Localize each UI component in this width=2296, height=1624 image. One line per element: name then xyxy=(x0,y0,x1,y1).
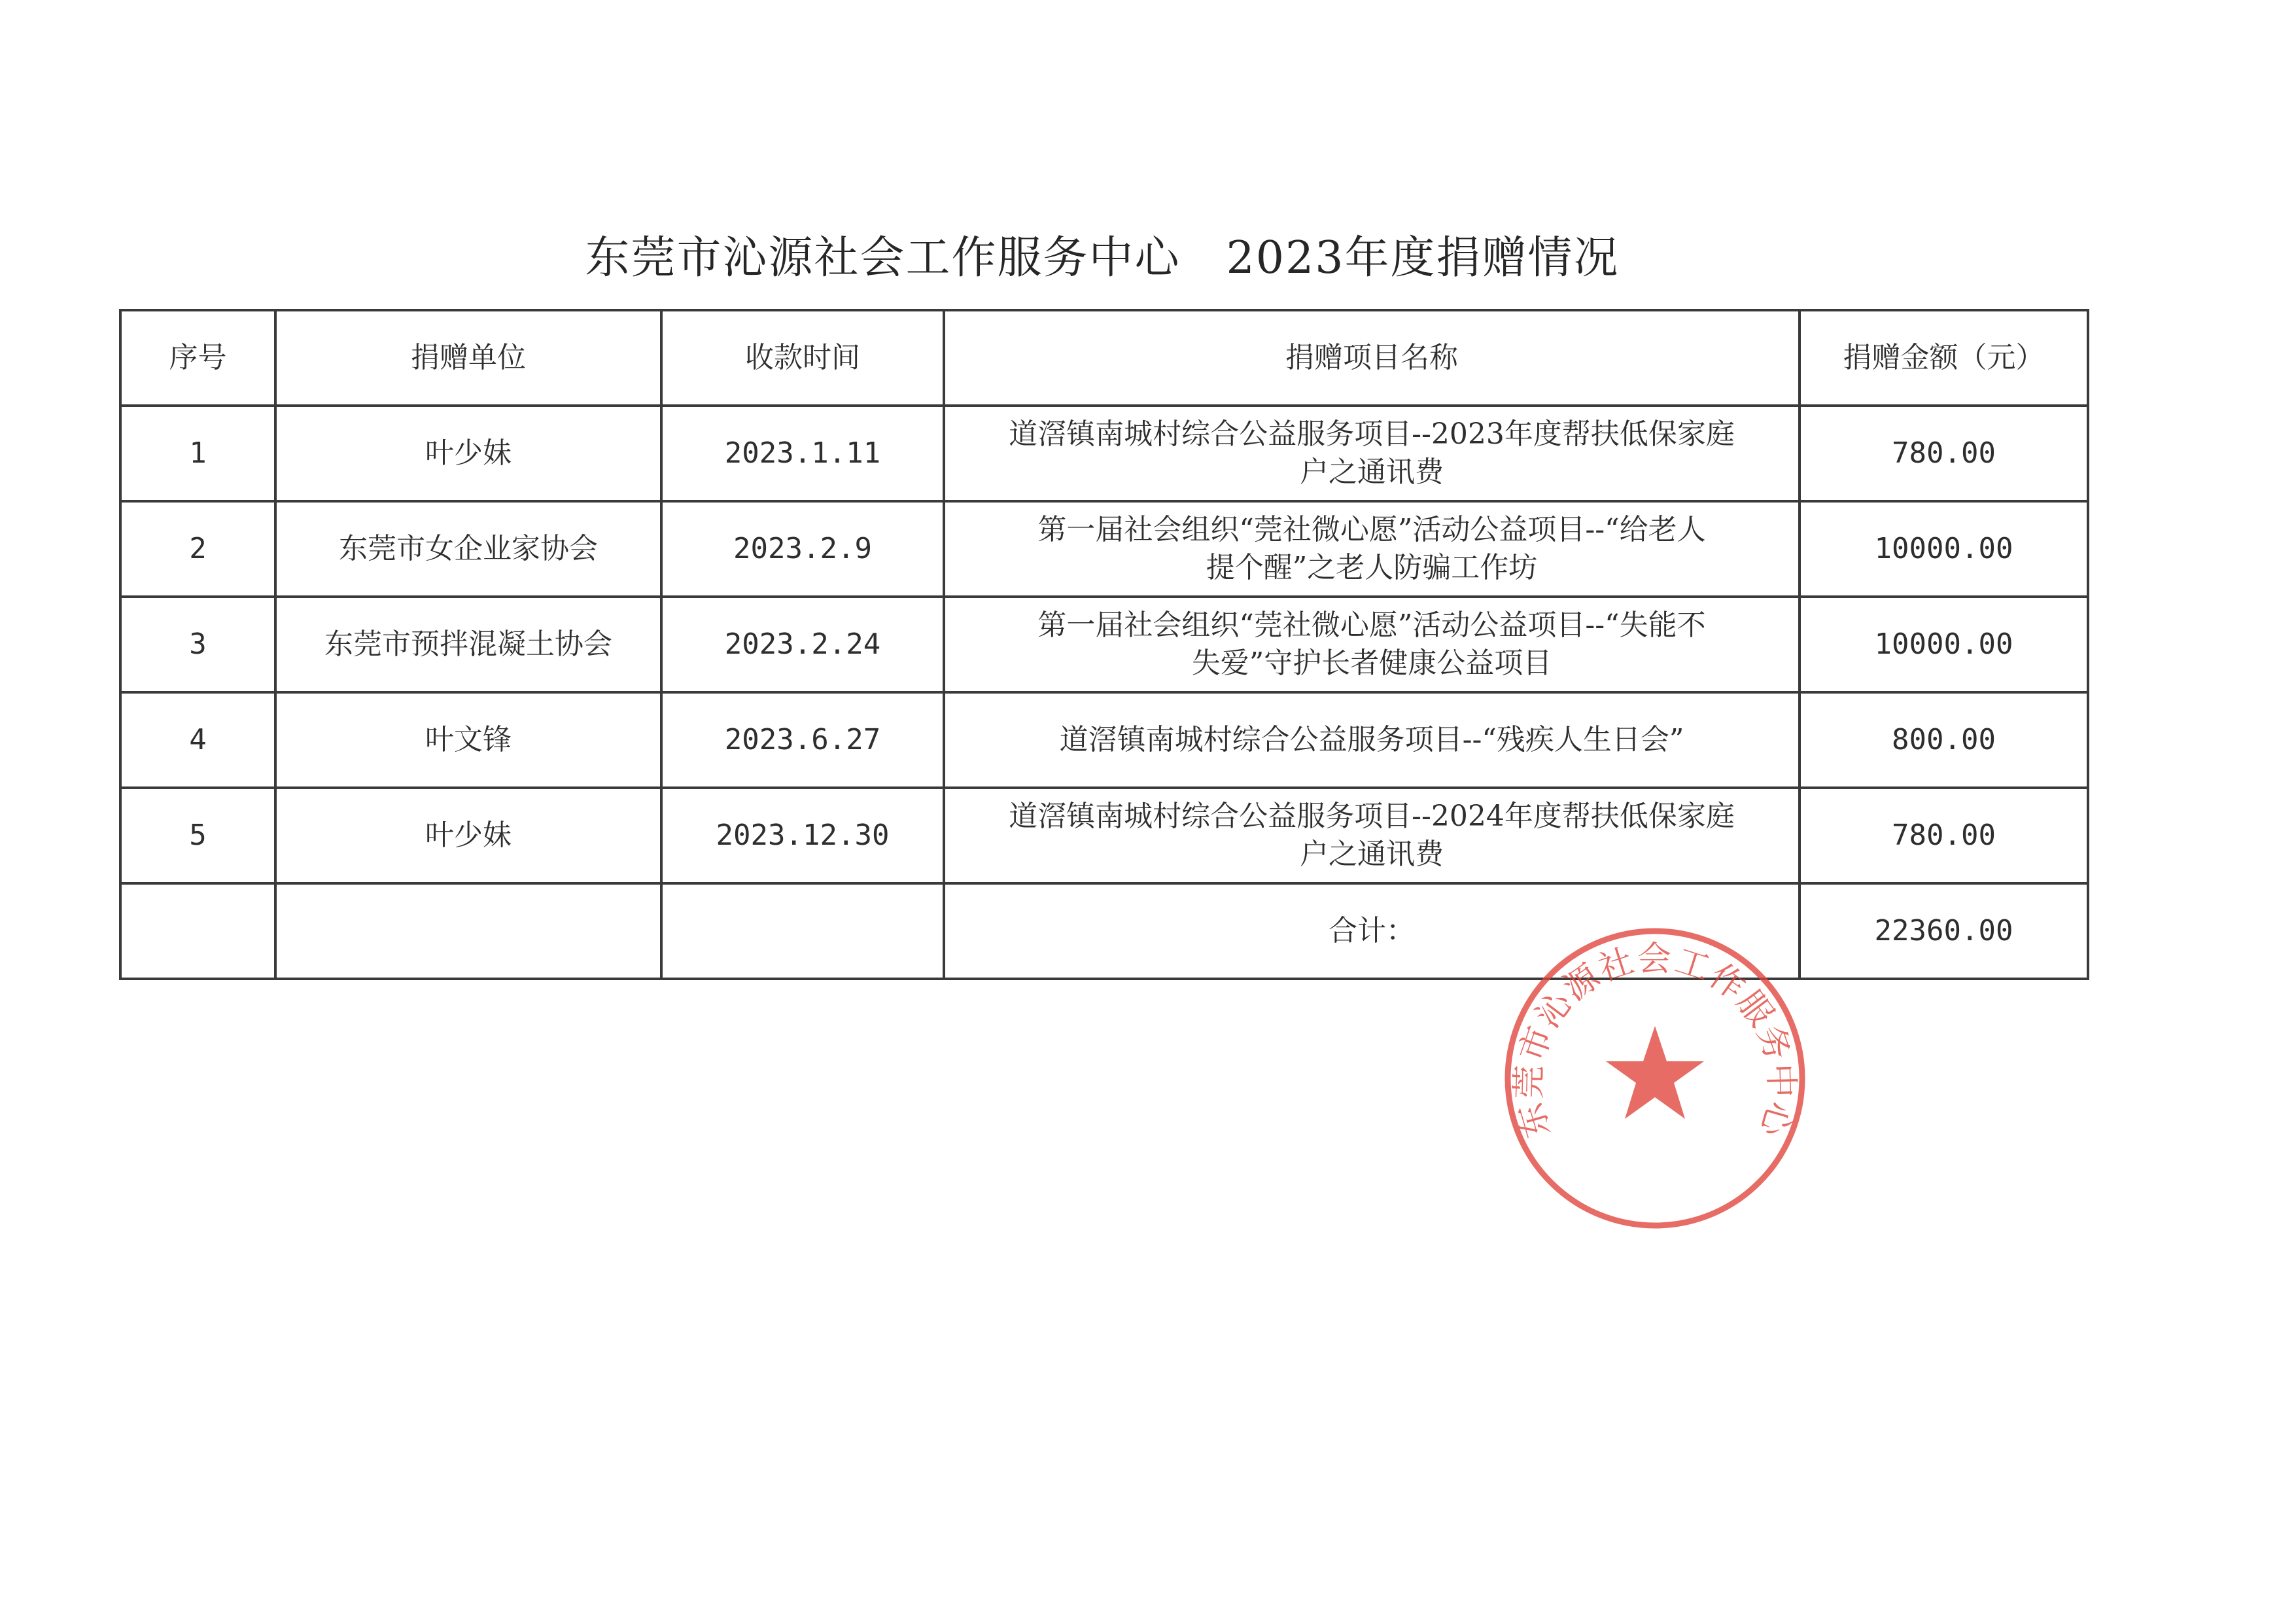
table-header-row xyxy=(120,310,2088,406)
row-date: 2023.6.27 xyxy=(661,692,944,788)
project-line-2: 失爱”守护长者健康公益项目 xyxy=(1191,646,1552,680)
seal-text: 东莞市沁源社会工作服务中心 xyxy=(1509,939,1801,1142)
project-line-1: 道滘镇南城村综合公益服务项目--2023年度帮扶低保家庭 xyxy=(1009,417,1735,451)
row-donor: 叶少妹 xyxy=(275,788,661,883)
total-empty-cell xyxy=(661,883,944,979)
row-project xyxy=(944,692,1800,788)
donation-table xyxy=(119,309,2089,980)
row-project xyxy=(944,788,1800,883)
page-title: 东莞市沁源社会工作服务中心 2023年度捐赠情况 xyxy=(585,232,1620,284)
row-donor: 东莞市女企业家协会 xyxy=(275,501,661,597)
header-amount: 捐赠金额（元） xyxy=(1800,310,2088,406)
row-seq: 1 xyxy=(120,406,275,501)
project-line-2: 提个醒”之老人防骗工作坊 xyxy=(1206,551,1538,584)
project-line-1: 道滘镇南城村综合公益服务项目--2024年度帮扶低保家庭 xyxy=(1009,800,1735,833)
row-amount: 10000.00 xyxy=(1800,501,2088,597)
row-seq: 5 xyxy=(120,788,275,883)
table-row xyxy=(120,501,2088,597)
row-date: 2023.12.30 xyxy=(661,788,944,883)
row-date: 2023.1.11 xyxy=(661,406,944,501)
total-amount: 22360.00 xyxy=(1800,883,2088,979)
table-row xyxy=(120,597,2088,692)
row-seq: 2 xyxy=(120,501,275,597)
row-project xyxy=(944,597,1800,692)
row-seq: 3 xyxy=(120,597,275,692)
row-amount: 800.00 xyxy=(1800,692,2088,788)
table-row xyxy=(120,692,2088,788)
table-row xyxy=(120,406,2088,501)
row-seq: 4 xyxy=(120,692,275,788)
total-empty-cell xyxy=(275,883,661,979)
row-project xyxy=(944,406,1800,501)
row-donor: 叶文锋 xyxy=(275,692,661,788)
row-date: 2023.2.9 xyxy=(661,501,944,597)
table-row xyxy=(120,788,2088,883)
project-line-1: 第一届社会组织“莞社微心愿”活动公益项目--“给老人 xyxy=(1037,513,1706,546)
project-line-1: 道滘镇南城村综合公益服务项目--“残疾人生日会” xyxy=(1059,723,1684,756)
row-donor: 叶少妹 xyxy=(275,406,661,501)
header-project: 捐赠项目名称 xyxy=(944,310,1800,406)
row-amount: 10000.00 xyxy=(1800,597,2088,692)
total-label: 合计： xyxy=(944,883,1800,979)
header-seq: 序号 xyxy=(120,310,275,406)
seal-star-icon xyxy=(1606,1026,1704,1119)
row-project xyxy=(944,501,1800,597)
row-amount: 780.00 xyxy=(1800,406,2088,501)
row-amount: 780.00 xyxy=(1800,788,2088,883)
total-empty-cell xyxy=(120,883,275,979)
row-date: 2023.2.24 xyxy=(661,597,944,692)
header-date: 收款时间 xyxy=(661,310,944,406)
project-line-2: 户之通讯费 xyxy=(1300,838,1444,871)
project-line-2: 户之通讯费 xyxy=(1300,455,1444,489)
project-line-1: 第一届社会组织“莞社微心愿”活动公益项目--“失能不 xyxy=(1037,609,1706,642)
official-seal xyxy=(1498,921,1812,1235)
row-donor: 东莞市预拌混凝土协会 xyxy=(275,597,661,692)
header-donor: 捐赠单位 xyxy=(275,310,661,406)
